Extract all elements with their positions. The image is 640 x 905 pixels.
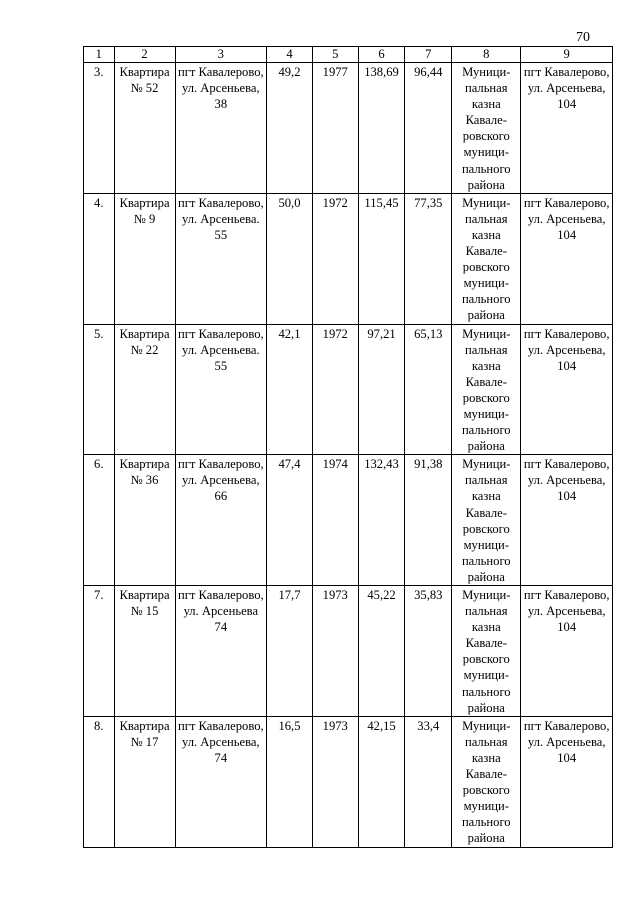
address-cell [175,586,267,717]
holder-address-cell-line: пгт Кавалерово, [523,195,610,210]
row-number-cell: 8. [84,716,115,847]
owner-cell-line: района [467,831,505,846]
page-number: 70 [576,30,590,45]
row-number-cell: 3. [84,63,115,194]
address-cell-line: 38 [214,97,228,112]
owner-cell-line: пального [461,161,511,176]
header-cell: 2 [114,47,175,63]
value-col7-cell: 91,38 [405,455,452,586]
owner-cell-line: пальная [464,473,508,488]
holder-address-cell-line: 104 [557,750,577,765]
holder-address-cell-line: ул. Арсеньева, [527,604,606,619]
holder-address-cell-line: 104 [557,489,577,504]
holder-address-cell-line: пгт Кавалерово, [523,718,610,733]
year-cell: 1973 [312,716,358,847]
value-col7-cell: 77,35 [405,193,452,324]
value-col6-cell: 132,43 [358,455,405,586]
area-cell: 47,4 [267,455,313,586]
owner-cell-line: района [467,308,505,323]
owner-cell [452,586,521,717]
header-cell: 1 [84,47,115,63]
owner-cell [452,324,521,455]
owner-cell-line: пальная [464,604,508,619]
holder-address-cell-line: 104 [557,620,577,635]
holder-address-cell-line: пгт Кавалерово, [523,326,610,341]
value-col7-cell: 96,44 [405,63,452,194]
address-cell [175,455,267,586]
address-cell-line: 74 [214,620,228,635]
owner-cell-line: казна [471,358,501,373]
object-name-cell [114,716,175,847]
row-number-cell: 7. [84,586,115,717]
object-name-cell-line: № 22 [130,342,159,357]
property-registry-table [83,46,613,848]
holder-address-cell-line: 104 [557,227,577,242]
address-cell-line: пгт Кавалерово, [178,326,264,341]
owner-cell-line: муници- [463,406,509,421]
owner-cell [452,455,521,586]
row-number-cell: 6. [84,455,115,586]
object-name-cell-line: Квартира [119,195,170,210]
owner-cell-line: Кавале- [465,113,507,128]
address-cell [175,63,267,194]
object-name-cell-line: № 36 [130,473,159,488]
header-cell: 7 [405,47,452,63]
owner-cell-line: Кавале- [465,505,507,520]
owner-cell-line: Муници- [462,588,511,602]
holder-address-cell [521,63,613,194]
owner-cell-line: ровского [462,783,510,798]
table-row [84,455,613,586]
owner-cell-line: муници- [463,537,509,552]
object-name-cell-line: Квартира [119,588,170,602]
table-row [84,63,613,194]
address-cell-line: ул. Арсеньева. [181,342,260,357]
owner-cell-line: муници- [463,799,509,814]
address-cell [175,324,267,455]
owner-cell-line: района [467,569,505,584]
owner-cell-line: ровского [462,521,510,536]
address-cell-line: пгт Кавалерово, [178,457,264,472]
row-number-cell: 5. [84,324,115,455]
row-number-cell: 4. [84,193,115,324]
owner-cell [452,193,521,324]
year-cell: 1972 [312,193,358,324]
owner-cell-line: пального [461,553,511,568]
header-cell: 6 [358,47,405,63]
owner-cell-line: пального [461,815,511,830]
holder-address-cell-line: пгт Кавалерово, [523,65,610,79]
owner-cell-line: района [467,700,505,715]
object-name-cell-line: № 15 [130,604,159,619]
owner-cell-line: пальная [464,211,508,226]
owner-cell-line: Муници- [462,65,511,79]
holder-address-cell-line: 104 [557,358,577,373]
owner-cell-line: ровского [462,129,510,144]
value-col6-cell: 138,69 [358,63,405,194]
table-row [84,716,613,847]
holder-address-cell-line: ул. Арсеньева, [527,81,606,96]
owner-cell-line: пальная [464,81,508,96]
area-cell: 42,1 [267,324,313,455]
year-cell: 1972 [312,324,358,455]
address-cell-line: 74 [214,750,228,765]
address-cell-line: пгт Кавалерово, [178,718,264,733]
holder-address-cell [521,455,613,586]
owner-cell-line: Кавале- [465,636,507,651]
owner-cell-line: Кавале- [465,767,507,782]
owner-cell-line: муници- [463,668,509,683]
header-cell: 9 [521,47,613,63]
holder-address-cell [521,324,613,455]
address-cell-line: ул. Арсеньева, [181,473,260,488]
value-col7-cell: 33,4 [405,716,452,847]
value-col7-cell: 65,13 [405,324,452,455]
owner-cell-line: казна [471,489,501,504]
value-col7-cell: 35,83 [405,586,452,717]
owner-cell-line: района [467,439,505,454]
area-cell: 49,2 [267,63,313,194]
address-cell-line: 55 [214,227,228,242]
value-col6-cell: 45,22 [358,586,405,717]
holder-address-cell [521,586,613,717]
owner-cell-line: пального [461,684,511,699]
address-cell-line: ул. Арсеньева, [181,734,260,749]
header-cell: 3 [175,47,267,63]
year-cell: 1977 [312,63,358,194]
object-name-cell [114,324,175,455]
value-col6-cell: 42,15 [358,716,405,847]
owner-cell-line: ровского [462,260,510,275]
object-name-cell-line: № 17 [130,734,159,749]
object-name-cell-line: № 9 [133,211,156,226]
owner-cell-line: пальная [464,342,508,357]
value-col6-cell: 97,21 [358,324,405,455]
header-cell: 4 [267,47,313,63]
address-cell [175,193,267,324]
owner-cell-line: пальная [464,734,508,749]
holder-address-cell-line: пгт Кавалерово, [523,457,610,472]
object-name-cell [114,455,175,586]
address-cell [175,716,267,847]
year-cell: 1973 [312,586,358,717]
owner-cell-line: муници- [463,145,509,160]
object-name-cell-line: Квартира [119,718,170,733]
owner-cell-line: ровского [462,390,510,405]
owner-cell-line: Муници- [462,195,511,210]
address-cell-line: ул. Арсеньева. [181,211,260,226]
object-name-cell-line: № 52 [130,81,159,96]
header-cell: 5 [312,47,358,63]
owner-cell-line: казна [471,750,501,765]
table-row [84,586,613,717]
address-cell-line: ул. Арсеньева, [181,81,260,96]
object-name-cell-line: Квартира [119,326,170,341]
holder-address-cell-line: ул. Арсеньева, [527,734,606,749]
object-name-cell-line: Квартира [119,457,170,472]
object-name-cell [114,193,175,324]
address-cell-line: 66 [214,489,228,504]
area-cell: 16,5 [267,716,313,847]
holder-address-cell-line: ул. Арсеньева, [527,342,606,357]
owner-cell-line: Муници- [462,718,511,733]
owner-cell-line: муници- [463,276,509,291]
owner-cell-line: казна [471,620,501,635]
owner-cell [452,63,521,194]
address-cell-line: 55 [214,358,228,373]
object-name-cell [114,586,175,717]
year-cell: 1974 [312,455,358,586]
table-row [84,324,613,455]
owner-cell-line: Муници- [462,457,511,472]
address-cell-line: пгт Кавалерово, [178,588,264,602]
object-name-cell [114,63,175,194]
holder-address-cell-line: ул. Арсеньева, [527,211,606,226]
area-cell: 50,0 [267,193,313,324]
area-cell: 17,7 [267,586,313,717]
owner-cell [452,716,521,847]
column-number-header [84,47,613,63]
holder-address-cell-line: 104 [557,97,577,112]
owner-cell-line: Муници- [462,326,511,341]
holder-address-cell-line: пгт Кавалерово, [523,588,610,602]
owner-cell-line: ровского [462,652,510,667]
owner-cell-line: Кавале- [465,374,507,389]
holder-address-cell-line: ул. Арсеньева, [527,473,606,488]
address-cell-line: пгт Кавалерово, [178,65,264,79]
object-name-cell-line: Квартира [119,65,170,79]
owner-cell-line: пального [461,292,511,307]
owner-cell-line: казна [471,97,501,112]
holder-address-cell [521,716,613,847]
holder-address-cell [521,193,613,324]
owner-cell-line: пального [461,423,511,438]
address-cell-line: пгт Кавалерово, [178,195,264,210]
header-cell: 8 [452,47,521,63]
owner-cell-line: района [467,177,505,192]
value-col6-cell: 115,45 [358,193,405,324]
owner-cell-line: Кавале- [465,244,507,259]
table-row [84,193,613,324]
owner-cell-line: казна [471,227,501,242]
address-cell-line: ул. Арсеньева [183,604,259,619]
